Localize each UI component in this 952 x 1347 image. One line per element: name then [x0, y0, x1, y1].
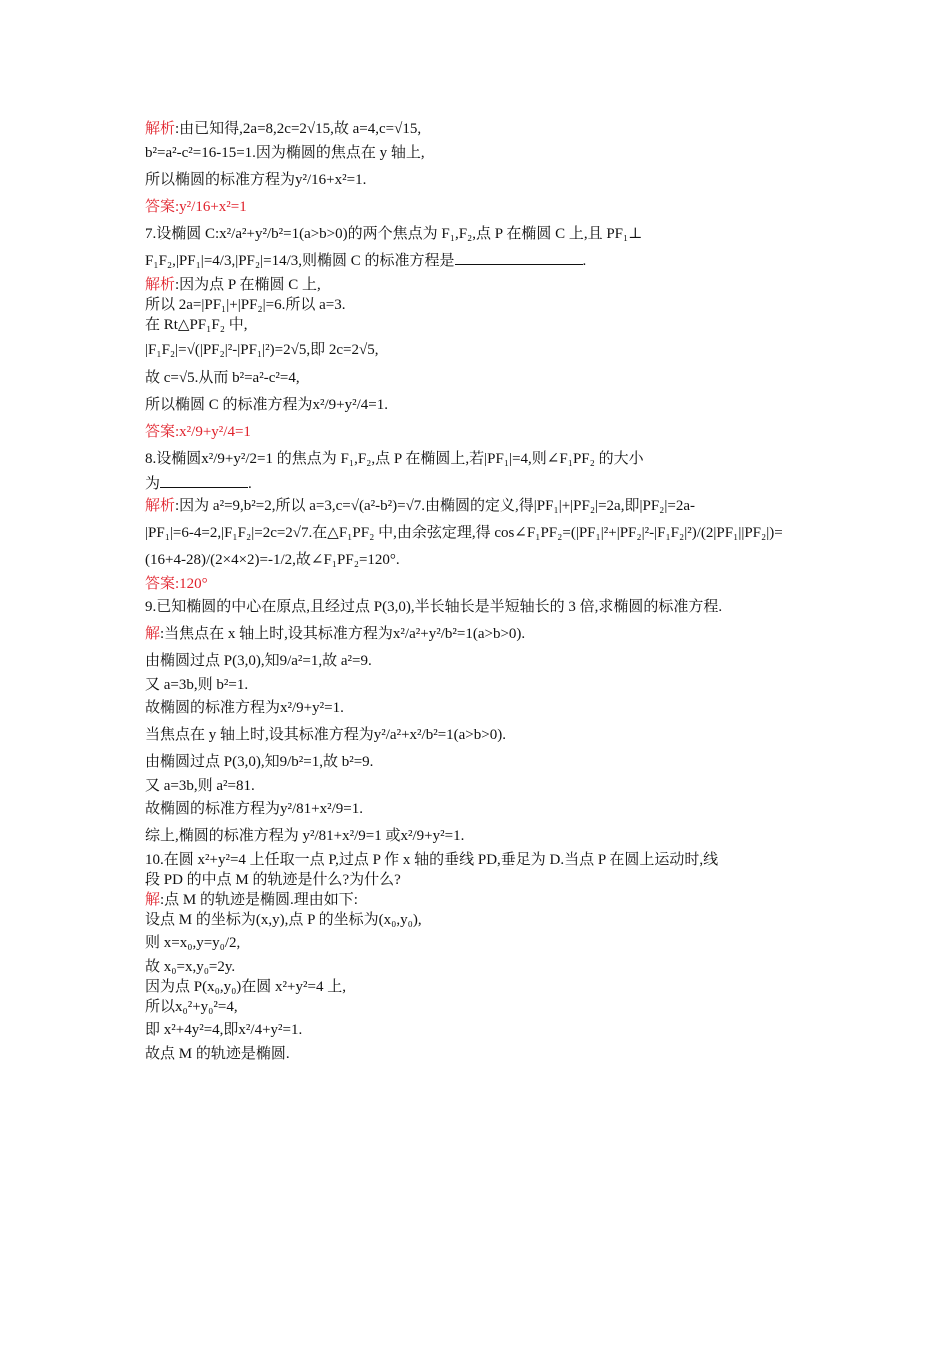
solution-10-line-2: 设点 M 的坐标为(x,y),点 P 的坐标为(x₀,y₀), — [145, 912, 422, 928]
text-line-1: 解析:由已知得,2a=8,2c=2√15,故 a=4,c=√15, — [145, 121, 422, 137]
solution-label: 解 — [145, 626, 161, 642]
question-8-line-2: 为 . — [145, 473, 825, 493]
solution-label: 解析 — [145, 277, 176, 293]
solution-7-line-6: 所以椭圆 C 的标准方程为x²/9+y²/4=1. — [145, 397, 389, 413]
solution-label: 解析 — [145, 121, 176, 137]
answer-blank-7 — [455, 250, 583, 265]
solution-7-line-5: 故 c=√5.从而 b²=a²-c²=4, — [145, 370, 300, 386]
solution-9-line-4: 故椭圆的标准方程为x²/9+y²=1. — [145, 700, 344, 716]
question-10-line-1: 10.在圆 x²+y²=4 上任取一点 P,过点 P 作 x 轴的垂线 PD,垂足为 D.当点 P 在圆上运动时,线 — [145, 852, 719, 868]
solution-9-line-1: 解:当焦点在 x 轴上时,设其标准方程为x²/a²+y²/b²=1(a>b>0). — [145, 626, 526, 642]
solution-9-line-9: 综上,椭圆的标准方程为 y²/81+x²/9=1 或x²/9+y²=1. — [145, 828, 465, 844]
question-10-line-2: 段 PD 的中点 M 的轨迹是什么?为什么? — [145, 872, 401, 888]
solution-8-line-3: (16+4-28)/(2×4×2)=-1/2,故∠F₁PF₂=120°. — [145, 552, 400, 568]
question-8-line-1: 8.设椭圆x²/9+y²/2=1 的焦点为 F₁,F₂,点 P 在椭圆上,若|PF₁|=4,则∠F₁PF₂ 的大小 — [145, 451, 644, 467]
answer-line-6: 答案:y²/16+x²=1 — [145, 199, 247, 215]
solution-10-line-4: 故 x₀=x,y₀=2y. — [145, 959, 236, 975]
document-content — [145, 116, 825, 1064]
text-line-2: b²=a²-c²=16-15=1.因为椭圆的焦点在 y 轴上, — [145, 145, 425, 161]
solution-label: 解析 — [145, 498, 176, 514]
question-9-line-1: 9.已知椭圆的中心在原点,且经过点 P(3,0),半长轴长是半短轴长的 3 倍,求椭圆的标准方程. — [145, 599, 723, 615]
solution-10-line-8: 故点 M 的轨迹是椭圆. — [145, 1046, 290, 1062]
solution-label: 解 — [145, 892, 161, 908]
solution-10-line-7: 即 x²+4y²=4,即x²/4+y²=1. — [145, 1022, 303, 1038]
solution-9-line-6: 由椭圆过点 P(3,0),知9/b²=1,故 b²=9. — [145, 754, 374, 770]
solution-7-line-2: 所以 2a=|PF₁|+|PF₂|=6.所以 a=3. — [145, 297, 346, 313]
question-7-line-2: F₁F₂,|PF₁|=4/3,|PF₂|=14/3,则椭圆 C 的标准方程是 . — [145, 248, 825, 275]
solution-10-line-3: 则 x=x₀,y=y₀/2, — [145, 935, 241, 951]
solution-8-line-2: |PF₁|=6-4=2,|F₁F₂|=2c=2√7.在△F₁PF₂ 中,由余弦定理,得 cos∠F₁PF₂=(|PF₁|²+|PF₂|²-|F₁F₂|²)/(2|PF₁||PF₂|)= — [145, 525, 783, 541]
solution-7-line-4: |F₁F₂|=√(|PF₂|²-|PF₁|²)=2√5,即 2c=2√5, — [145, 342, 379, 358]
solution-7-line-1: 解析:因为点 P 在椭圆 C 上, — [145, 277, 321, 293]
solution-9-line-8: 故椭圆的标准方程为y²/81+x²/9=1. — [145, 801, 363, 817]
answer-line-7: 答案:x²/9+y²/4=1 — [145, 424, 251, 440]
answer-line-8: 答案:120° — [145, 576, 208, 592]
solution-9-line-5: 当焦点在 y 轴上时,设其标准方程为y²/a²+x²/b²=1(a>b>0). — [145, 727, 506, 743]
solution-10-line-1: 解:点 M 的轨迹是椭圆.理由如下: — [145, 892, 358, 908]
text-line-3: 所以椭圆的标准方程为y²/16+x²=1. — [145, 172, 367, 188]
solution-7-line-3: 在 Rt△PF₁F₂ 中, — [145, 317, 248, 333]
solution-9-line-3: 又 a=3b,则 b²=1. — [145, 677, 249, 693]
solution-9-line-7: 又 a=3b,则 a²=81. — [145, 778, 255, 794]
solution-9-line-2: 由椭圆过点 P(3,0),知9/a²=1,故 a²=9. — [145, 653, 372, 669]
solution-8-line-1: 解析:因为 a²=9,b²=2,所以 a=3,c=√(a²-b²)=√7.由椭圆的定义,得|PF₁|+|PF₂|=2a,即|PF₂|=2a- — [145, 498, 695, 514]
answer-blank-8 — [160, 473, 248, 488]
solution-10-line-6: 所以x₀²+y₀²=4, — [145, 999, 238, 1015]
solution-10-line-5: 因为点 P(x₀,y₀)在圆 x²+y²=4 上, — [145, 979, 346, 995]
question-7-line-1: 7.设椭圆 C:x²/a²+y²/b²=1(a>b>0)的两个焦点为 F₁,F₂,点 P 在椭圆 C 上,且 PF₁⊥ — [145, 226, 643, 242]
